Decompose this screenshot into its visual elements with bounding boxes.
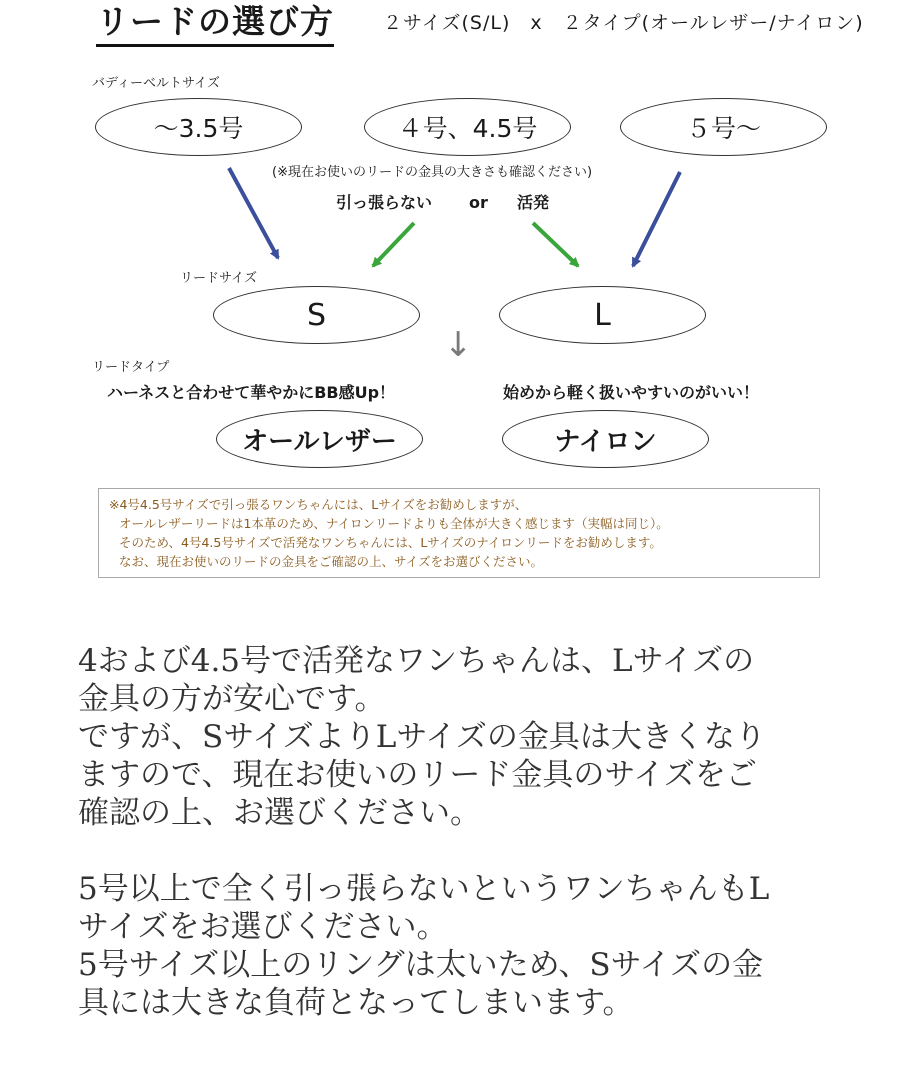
body-size-option-medium: ４号、4.5号	[364, 98, 571, 156]
lead-size-label: リードサイズ	[180, 271, 257, 286]
explanation-text	[78, 642, 858, 1022]
note-line: オールレザーリードは1本革のため、ナイロンリードよりも全体が大きく感じます（実幅は同じ）。	[119, 516, 669, 531]
blue-arrow-left	[229, 168, 278, 258]
note-line: そのため、4号4.5号サイズで活発なワンちゃんには、Lサイズのナイロンリードをお勧めします。	[119, 535, 662, 550]
blue-arrow-right	[633, 172, 680, 266]
text-line: サイズをお選びください。	[78, 909, 448, 945]
down-arrow-icon: ↓	[444, 325, 473, 365]
green-arrow-left	[373, 223, 414, 266]
explanation-paragraph	[78, 642, 858, 832]
lead-type-label: リードタイプ	[92, 360, 170, 375]
text-line: 具には大きな負荷となってしまいます。	[78, 985, 634, 1021]
behavior-or: or	[469, 193, 488, 212]
text-line: 5号サイズ以上のリングは太いため、Sサイズの金	[78, 947, 764, 983]
text-line: 金具の方が安心です。	[78, 681, 386, 717]
lead-size-s: S	[213, 286, 420, 344]
lead-type-leather: オールレザー	[216, 410, 423, 468]
green-arrow-right	[533, 223, 578, 266]
behavior-pulling: 引っ張らない	[336, 193, 433, 212]
leather-caption: ハーネスと合わせて華やかにBB感Up！	[107, 383, 396, 402]
text-line: ますので、現在お使いのリード金具のサイズをご	[78, 757, 757, 793]
note-line: ※4号4.5号サイズで引っ張るワンちゃんには、Lサイズをお勧めしますが、	[109, 497, 528, 512]
lead-size-l: L	[499, 286, 706, 344]
hardware-note: (※現在お使いのリードの金具の大きさも確認ください)	[272, 165, 593, 180]
text-line: 4および4.5号で活発なワンちゃんは、Lサイズの	[78, 643, 755, 679]
body-size-option-large: ５号～	[620, 98, 827, 156]
body-size-label: バディーベルトサイズ	[92, 76, 220, 91]
text-line: ですが、SサイズよりLサイズの金具は大きくなり	[78, 719, 766, 755]
text-line: 5号以上で全く引っ張らないというワンちゃんもL	[78, 871, 770, 907]
page-subtitle: ２サイズ(S/L) x ２タイプ(オールレザー/ナイロン)	[383, 12, 864, 34]
explanation-paragraph	[78, 870, 858, 1022]
body-size-option-small: ～3.5号	[95, 98, 302, 156]
note-line: なお、現在お使いのリードの金具をご確認の上、サイズをお選びください。	[119, 554, 544, 569]
nylon-caption: 始めから軽く扱いやすいのがいい！	[503, 383, 760, 402]
recommendation-note-box	[98, 488, 820, 578]
page-title: リードの選び方	[96, 2, 334, 47]
lead-type-nylon: ナイロン	[502, 410, 709, 468]
behavior-active: 活発	[517, 193, 550, 212]
text-line: 確認の上、お選びください。	[78, 795, 481, 831]
